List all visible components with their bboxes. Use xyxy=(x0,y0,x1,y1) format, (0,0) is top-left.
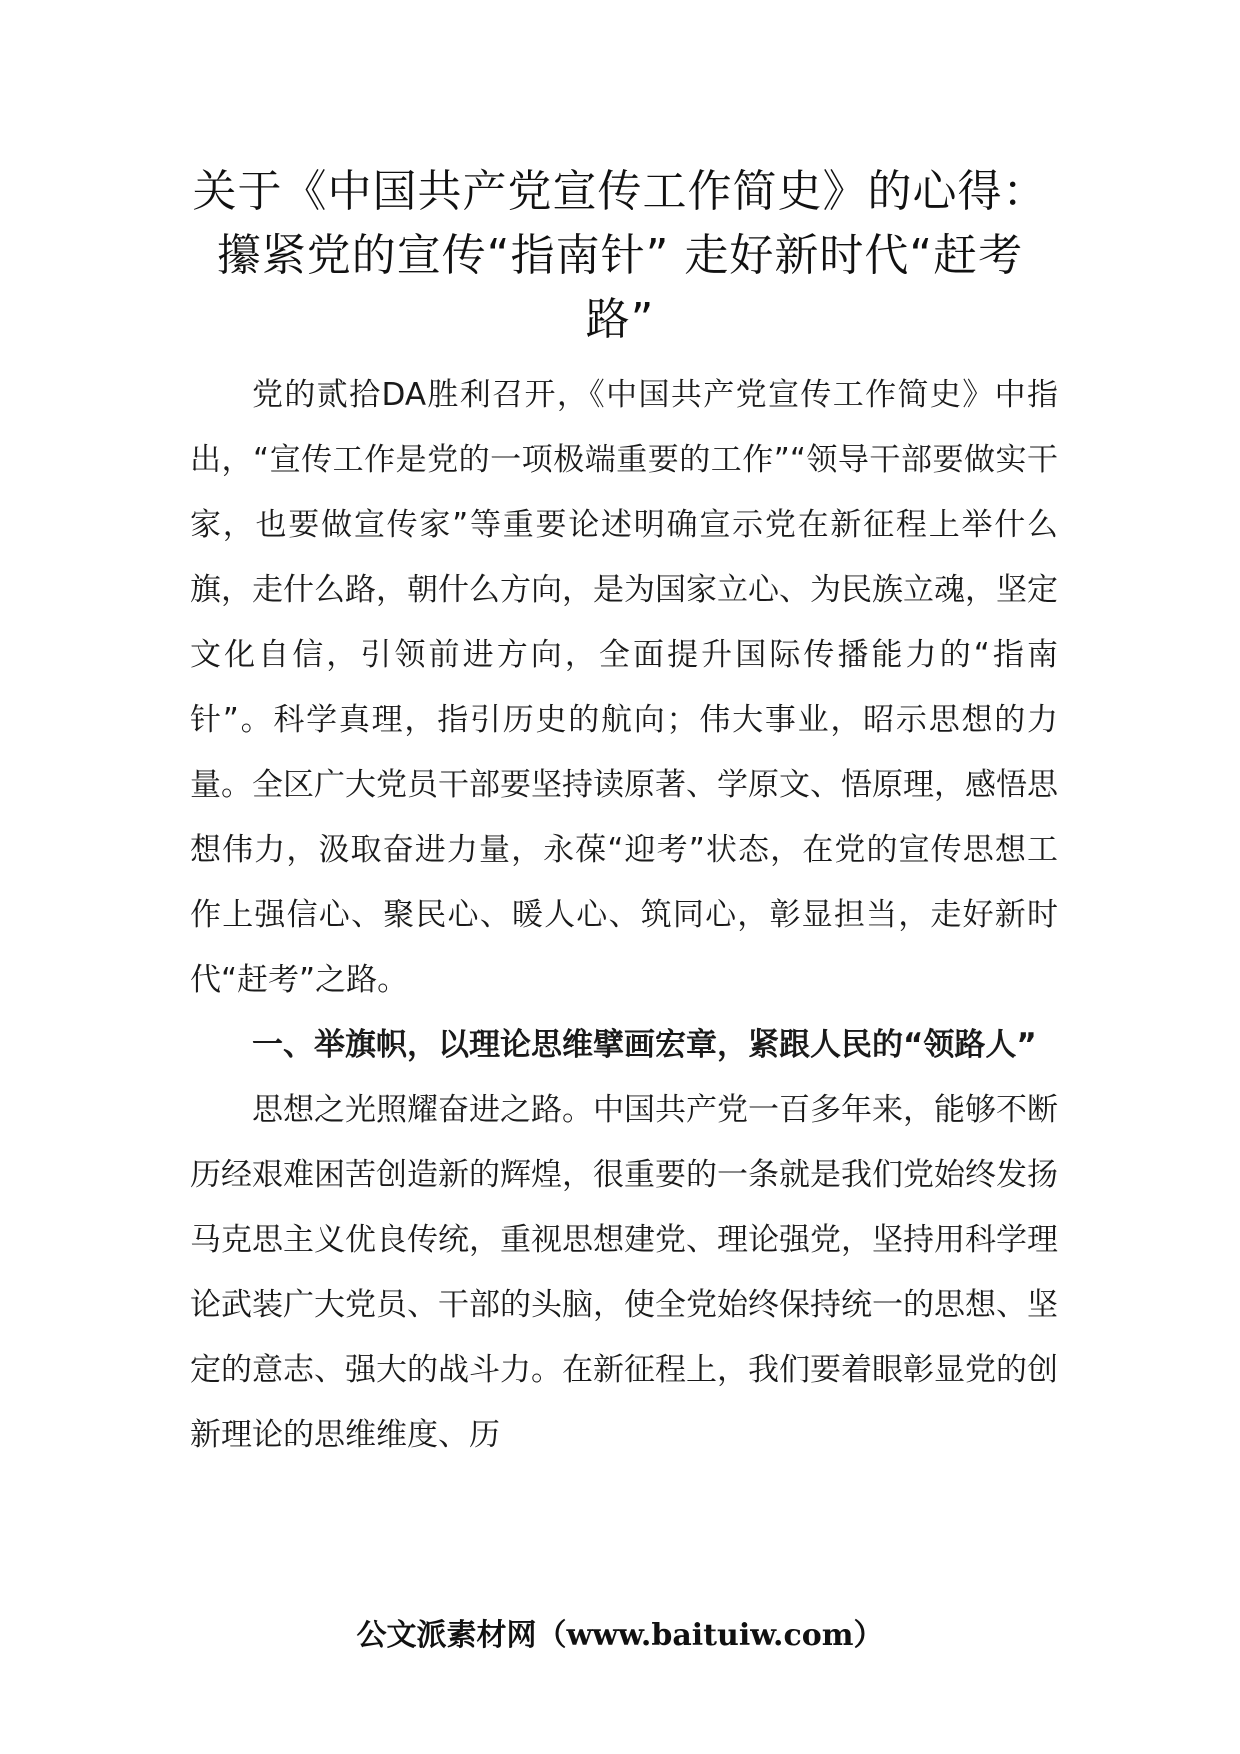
page-footer-watermark: 公文派素材网（www.baituiw.com） xyxy=(356,1618,884,1653)
intro-paragraph: 党的贰拾DA胜利召开，《中国共产党宣传工作简史》中指出，“宣传工作是党的一项极端重要的工作”“领导干部要做实干家，也要做宣传家”等重要论述明确宣示党在新征程上举什么旗，走什么路，朝什么方向，是为国家立心、为民族立魂，坚定文化自信，引领前进方向，全面提升国际传播能力的“指南针”。科学真理，指引历史的航向；伟大事业，昭示思想的力量。全区广大党员干部要坚持读原著、学原文、悟原理，感悟思想伟力，汲取奋进力量，永葆“迎考”状态，在党的宣传思想工作上强信心、聚民心、暖人心、筑同心，彰显担当，走好新时代“赶考”之路。 xyxy=(190,377,1058,998)
document-body xyxy=(190,363,1058,1468)
section-1-paragraph: 思想之光照耀奋进之路。中国共产党一百多年来，能够不断历经艰难困苦创造新的辉煌，很重要的一条就是我们党始终发扬马克思主义优良传统，重视思想建党、理论强党，坚持用科学理论武装广大党员、干部的头脑，使全党始终保持统一的思想、坚定的意志、强大的战斗力。在新征程上，我们要着眼彰显党的创新理论的思维维度、历 xyxy=(190,1092,1058,1453)
document-title: 关于《中国共产党宣传工作简史》的心得：攥紧党的宣传“指南针” 走好新时代“赶考路” xyxy=(192,166,1048,345)
section-heading-1: 一、举旗帜，以理论思维擘画宏章，紧跟人民的“领路人” xyxy=(252,1027,1037,1063)
